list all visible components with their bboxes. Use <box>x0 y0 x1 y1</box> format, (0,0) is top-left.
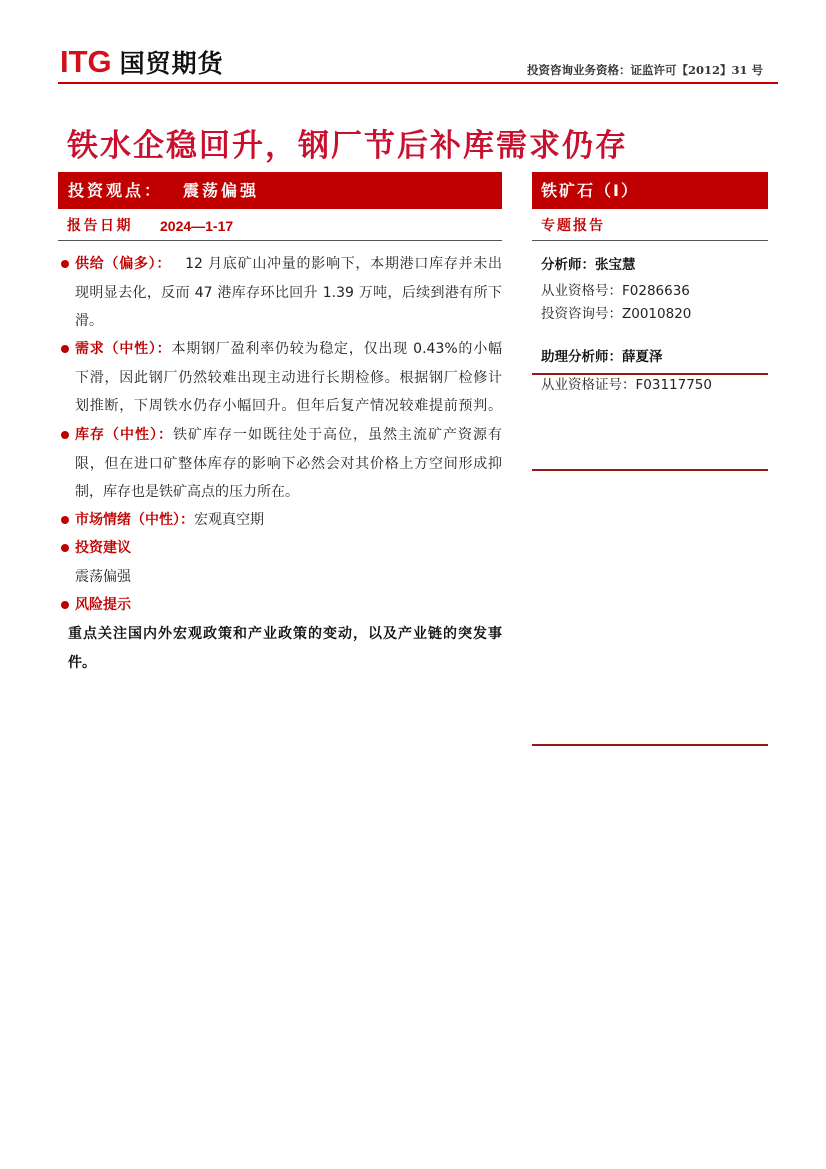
risk-label: 风险提示 <box>75 597 131 613</box>
point-label: 供给（偏多）： <box>75 256 172 272</box>
point-text: 宏观真空期 <box>194 512 264 528</box>
point-line: 滑。 <box>75 313 103 329</box>
point-line: 现明显去化，反而 47 港库存环比回升 1.39 万吨，后续到港有所下 <box>75 284 502 301</box>
license-notice: 投资咨询业务资格：证监许可【2012】31 号 <box>526 63 763 77</box>
company-logo <box>60 44 224 80</box>
point-line: 下滑，因此钢厂仍然较难出现主动进行长期检修。根据钢厂检修计 <box>75 369 502 386</box>
report-type-divider <box>532 240 768 241</box>
product-name: 铁矿石（I） <box>541 181 639 200</box>
point-line <box>60 506 502 535</box>
advice-label: 投资建议 <box>75 540 131 556</box>
risk-text <box>67 620 502 677</box>
point-sentiment <box>60 506 502 535</box>
bullet-icon <box>61 345 69 353</box>
point-text: 铁矿库存一如既往处于高位，虽然主流矿产资源有 <box>173 427 502 443</box>
viewpoint-value: 震荡偏强 <box>183 181 260 200</box>
bullet-icon <box>61 431 69 439</box>
viewpoint-label: 投资观点： <box>68 181 164 200</box>
analyst-consulting-number: 投资咨询号：Z0010820 <box>541 306 692 322</box>
analyst-qualification: 从业资格号：F0286636 <box>541 283 690 299</box>
point-line <box>60 335 502 364</box>
point-label: 需求（中性）： <box>75 341 172 357</box>
point-line: 限，但在进口矿整体库存的影响下必然会对其价格上方空间形成抑 <box>75 455 502 472</box>
header-divider <box>58 82 778 84</box>
point-line: 划推断，下周铁水仍存小幅回升。但年后复产情况较难提前预判。 <box>75 398 502 414</box>
point-label: 库存（中性）： <box>75 427 173 443</box>
advice-heading <box>60 534 502 563</box>
point-line <box>60 250 502 279</box>
report-date-value: 2024—1-17 <box>160 218 234 234</box>
point-demand <box>60 335 502 421</box>
point-line: 制，库存也是铁矿高点的压力所在。 <box>75 484 299 500</box>
point-text: 12 月底矿山冲量的影响下，本期港口库存并未出 <box>185 256 503 272</box>
right-divider-bottom <box>532 744 768 746</box>
assistant-qualification: 从业资格证号：F03117750 <box>541 377 712 393</box>
advice-text: 震荡偏强 <box>75 568 131 585</box>
point-text: 本期钢厂盈利率仍较为稳定，仅出现 0.43%的小幅 <box>171 341 502 357</box>
bullet-icon <box>61 516 69 524</box>
assistant-analyst-name: 助理分析师：薛夏泽 <box>541 349 663 365</box>
date-divider <box>58 240 502 241</box>
report-title: 铁水企稳回升，钢厂节后补库需求仍存 <box>67 128 628 164</box>
product-bar <box>532 172 768 209</box>
risk-line: 件。 <box>68 654 96 671</box>
report-type: 专题报告 <box>541 218 605 234</box>
bullet-icon <box>61 601 69 609</box>
logo-chinese-text: 国贸期货 <box>119 49 224 78</box>
risk-heading <box>60 591 502 620</box>
report-date-label: 报告日期 <box>67 218 133 234</box>
logo-latin-text: ITG <box>60 44 112 79</box>
point-line <box>60 421 502 450</box>
point-label: 市场情绪（中性）： <box>75 512 194 528</box>
point-supply <box>60 250 502 336</box>
point-inventory <box>60 421 502 507</box>
analyst-name: 分析师：张宝慧 <box>541 257 636 273</box>
risk-heading-block <box>60 591 502 620</box>
right-divider-middle <box>532 469 768 471</box>
risk-line: 重点关注国内外宏观政策和产业政策的变动，以及产业链的突发事 <box>68 626 502 642</box>
viewpoint-bar <box>58 172 502 209</box>
bullet-icon <box>61 544 69 552</box>
investment-advice <box>60 534 502 591</box>
bullet-icon <box>61 260 69 268</box>
